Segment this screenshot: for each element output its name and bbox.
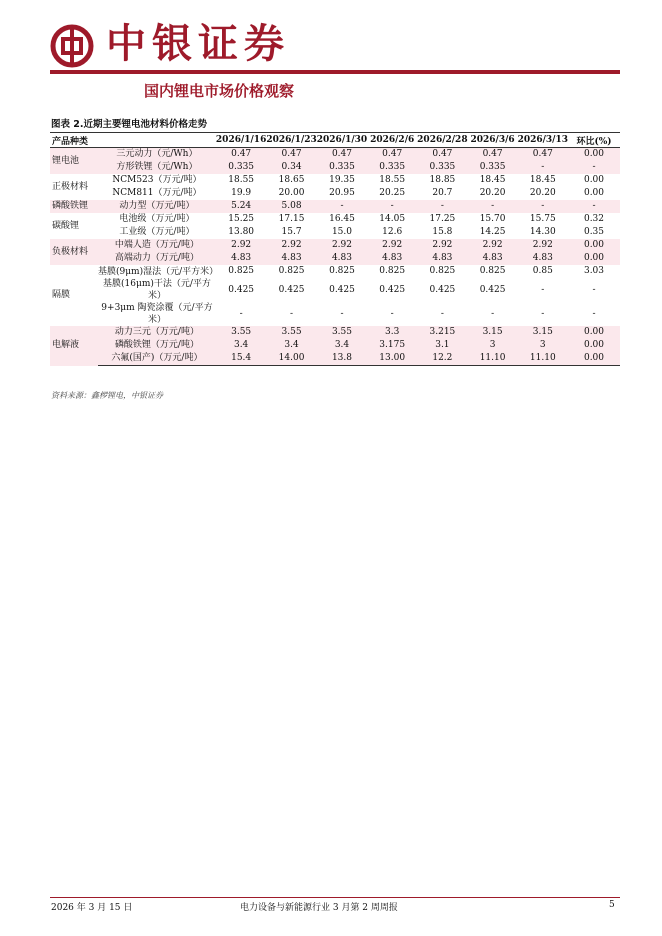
value-cell: 0.47 — [518, 148, 568, 162]
table-row — [50, 161, 620, 174]
value-cell: 13.8 — [317, 352, 367, 366]
header-change: 环比(%) — [568, 133, 620, 148]
spec-cell: 动力三元（万元/吨） — [98, 326, 216, 339]
value-cell: 2.92 — [417, 239, 467, 252]
category-cell: 锂电池 — [50, 148, 98, 175]
value-cell: 2.92 — [317, 239, 367, 252]
table-row — [50, 326, 620, 339]
value-cell: 0.35 — [583, 227, 605, 237]
value-cell: - — [440, 308, 444, 319]
value-cell: 16.45 — [329, 214, 355, 224]
value-cell: 18.55 — [228, 175, 255, 185]
brand-name: 中银证券 — [106, 21, 290, 67]
spec-cell: 方形铁锂（元/Wh） — [98, 161, 216, 174]
table-row — [50, 265, 620, 278]
header-product-type: 产品种类 — [50, 133, 216, 148]
value-cell: 0.335 — [417, 161, 467, 174]
value-cell: 15.4 — [216, 352, 266, 366]
value-cell: 20.25 — [379, 188, 406, 198]
spec-cell: 电池级（万元/吨） — [119, 214, 195, 224]
value-cell: 3 — [468, 339, 518, 352]
table-header-row — [50, 133, 620, 148]
value-cell: 0.425 — [329, 284, 355, 295]
table-row — [50, 213, 620, 226]
table-row — [50, 174, 620, 187]
value-cell: 0.425 — [379, 284, 406, 295]
value-cell: - — [290, 308, 294, 319]
spec-cell: 磷酸铁锂（万元/吨） — [98, 339, 216, 352]
value-cell: - — [417, 200, 467, 213]
value-cell: 15.0 — [331, 227, 352, 237]
value-cell: 0.85 — [532, 266, 553, 276]
value-cell: 17.15 — [278, 214, 305, 224]
value-cell: 3.55 — [216, 326, 266, 339]
value-cell: 18.65 — [278, 175, 305, 185]
footer-rule — [50, 897, 620, 898]
value-cell: 4.83 — [518, 252, 568, 265]
value-cell: 14.00 — [266, 352, 316, 366]
value-cell: 4.83 — [317, 252, 367, 265]
value-cell: 20.00 — [278, 188, 305, 198]
value-cell: 3.4 — [216, 339, 266, 352]
category-cell: 碳酸锂 — [52, 220, 80, 231]
value-cell: 4.83 — [417, 252, 467, 265]
value-cell: 2.92 — [518, 239, 568, 252]
value-cell: 3.15 — [468, 326, 518, 339]
value-cell: 3.4 — [266, 339, 316, 352]
value-cell: 0.335 — [468, 161, 518, 174]
value-cell: - — [340, 308, 344, 319]
value-cell: 15.25 — [228, 214, 255, 224]
value-cell: 0.425 — [228, 284, 255, 295]
value-cell: - — [518, 161, 568, 174]
value-cell: 4.83 — [216, 252, 266, 265]
header-rule-left — [50, 70, 100, 74]
value-cell: 0.00 — [568, 339, 620, 352]
value-cell: 11.10 — [468, 352, 518, 366]
price-table — [50, 132, 620, 366]
value-cell: 0.825 — [329, 266, 355, 276]
value-cell: 0.00 — [583, 175, 605, 185]
value-cell: 0.47 — [417, 148, 467, 162]
value-cell: - — [491, 308, 495, 319]
value-cell: 20.20 — [479, 188, 506, 198]
table-row — [50, 252, 620, 265]
value-cell: 3.215 — [417, 326, 467, 339]
value-cell: - — [239, 308, 243, 319]
value-cell: 12.6 — [382, 227, 403, 237]
value-cell: 0.47 — [266, 148, 316, 162]
footer-date: 2026 年 3 月 15 日 — [51, 903, 133, 913]
source-note: 资料来源：鑫椤锂电，中银证券 — [51, 391, 163, 400]
value-cell: 18.85 — [429, 175, 456, 185]
value-cell: 13.00 — [367, 352, 417, 366]
value-cell: 12.2 — [417, 352, 467, 366]
spec-cell: 基膜(9μm)湿法（元/平方米） — [97, 266, 219, 277]
value-cell: 3.175 — [367, 339, 417, 352]
table-row — [50, 226, 620, 239]
spec-cell: 六氟(国产)（万元/吨） — [98, 352, 216, 366]
value-cell: 0.47 — [468, 148, 518, 162]
value-cell: 5.24 — [216, 200, 266, 213]
header-date: 2026/3/13 — [518, 133, 568, 148]
spec-cell: 基膜(16μm)干法（元/平方米） — [103, 279, 211, 301]
category-cell: 磷酸铁锂 — [50, 200, 98, 213]
value-cell: 0.00 — [568, 148, 620, 162]
header-date: 2026/1/30 — [317, 133, 367, 148]
value-cell: 0.00 — [568, 326, 620, 339]
value-cell: 18.45 — [529, 175, 556, 185]
value-cell: - — [541, 308, 545, 319]
value-cell: 2.92 — [367, 239, 417, 252]
value-cell: - — [568, 161, 620, 174]
value-cell: 20.95 — [329, 188, 355, 198]
value-cell: 14.25 — [479, 227, 506, 237]
category-cell: 隔膜 — [52, 290, 71, 300]
header-date: 2026/2/6 — [367, 133, 417, 148]
value-cell: 0.425 — [429, 284, 456, 295]
value-cell: 0.825 — [278, 266, 305, 276]
value-cell: 2.92 — [266, 239, 316, 252]
value-cell: 0.00 — [568, 252, 620, 265]
value-cell: 0.425 — [479, 284, 506, 295]
category-cell: 负极材料 — [50, 239, 98, 265]
value-cell: 15.8 — [432, 227, 453, 237]
value-cell: 18.45 — [479, 175, 506, 185]
value-cell: - — [568, 200, 620, 213]
value-cell: 15.70 — [479, 214, 506, 224]
value-cell: 3.55 — [266, 326, 316, 339]
value-cell: 14.30 — [529, 227, 556, 237]
header-date: 2026/1/16 — [216, 133, 266, 148]
value-cell: - — [390, 308, 394, 319]
category-cell: 电解液 — [50, 326, 98, 366]
value-cell: 13.80 — [228, 227, 255, 237]
value-cell: 0.825 — [429, 266, 456, 276]
table-row — [50, 200, 620, 213]
value-cell: - — [518, 200, 568, 213]
table-row — [50, 339, 620, 352]
value-cell: 0.825 — [228, 266, 255, 276]
value-cell: 20.20 — [529, 188, 556, 198]
value-cell: - — [592, 284, 596, 295]
value-cell: 14.05 — [379, 214, 406, 224]
value-cell: 15.7 — [281, 227, 302, 237]
value-cell: 0.425 — [278, 284, 305, 295]
spec-cell: 中端人造（万元/吨） — [98, 239, 216, 252]
value-cell: 3.3 — [367, 326, 417, 339]
table-row — [50, 278, 620, 302]
footer-report-title: 电力设备与新能源行业 3 月第 2 周周报 — [240, 903, 398, 913]
spec-cell: 工业级（万元/吨） — [119, 227, 195, 237]
value-cell: 3.4 — [317, 339, 367, 352]
value-cell: 0.335 — [367, 161, 417, 174]
value-cell: 5.08 — [266, 200, 316, 213]
value-cell: 0.47 — [216, 148, 266, 162]
header-date: 2026/3/6 — [468, 133, 518, 148]
spec-cell: 动力型（万元/吨） — [98, 200, 216, 213]
value-cell: 0.00 — [568, 352, 620, 366]
value-cell: 17.25 — [429, 214, 456, 224]
value-cell: 19.9 — [231, 188, 252, 198]
value-cell: - — [317, 200, 367, 213]
page-number: 5 — [609, 900, 615, 910]
value-cell: - — [367, 200, 417, 213]
value-cell: - — [541, 284, 545, 295]
header-date: 2026/1/23 — [266, 133, 316, 148]
section-title: 国内锂电市场价格观察 — [144, 82, 295, 100]
header-date: 2026/2/28 — [417, 133, 467, 148]
bank-of-china-logo-icon — [50, 24, 94, 68]
value-cell: 0.34 — [266, 161, 316, 174]
figure-title: 图表 2.近期主要锂电池材料价格走势 — [51, 119, 208, 130]
spec-cell: 三元动力（元/Wh） — [98, 148, 216, 162]
table-body — [50, 148, 620, 366]
value-cell: - — [468, 200, 518, 213]
value-cell: 0.335 — [216, 161, 266, 174]
spec-cell: NCM523（万元/吨） — [112, 175, 202, 185]
value-cell: 2.92 — [468, 239, 518, 252]
value-cell: 0.32 — [583, 214, 605, 224]
value-cell: 3.15 — [518, 326, 568, 339]
value-cell: - — [592, 308, 596, 319]
table-row — [50, 302, 620, 326]
table-row — [50, 148, 620, 162]
table-row — [50, 187, 620, 200]
value-cell: 19.35 — [329, 175, 355, 185]
table-row — [50, 352, 620, 366]
value-cell: 0.00 — [583, 188, 605, 198]
value-cell: 4.83 — [468, 252, 518, 265]
category-cell: 正极材料 — [52, 181, 89, 192]
value-cell: 3.55 — [317, 326, 367, 339]
value-cell: 0.335 — [317, 161, 367, 174]
value-cell: 4.83 — [266, 252, 316, 265]
spec-cell: 9+3μm 陶瓷涂覆（元/平方米） — [101, 303, 213, 325]
value-cell: 3 — [518, 339, 568, 352]
value-cell: 2.92 — [216, 239, 266, 252]
value-cell: 0.825 — [479, 266, 506, 276]
value-cell: 3.1 — [417, 339, 467, 352]
value-cell: 20.7 — [432, 188, 453, 198]
value-cell: 3.03 — [583, 266, 605, 276]
page-header — [0, 0, 662, 80]
value-cell: 18.55 — [379, 175, 406, 185]
table-row — [50, 239, 620, 252]
header-rule — [100, 70, 620, 74]
spec-cell: NCM811（万元/吨） — [112, 188, 202, 198]
value-cell: 0.47 — [367, 148, 417, 162]
value-cell: 15.75 — [529, 214, 556, 224]
value-cell: 0.825 — [379, 266, 406, 276]
value-cell: 11.10 — [518, 352, 568, 366]
value-cell: 4.83 — [367, 252, 417, 265]
value-cell: 0.00 — [568, 239, 620, 252]
spec-cell: 高端动力（万元/吨） — [98, 252, 216, 265]
value-cell: 0.47 — [317, 148, 367, 162]
